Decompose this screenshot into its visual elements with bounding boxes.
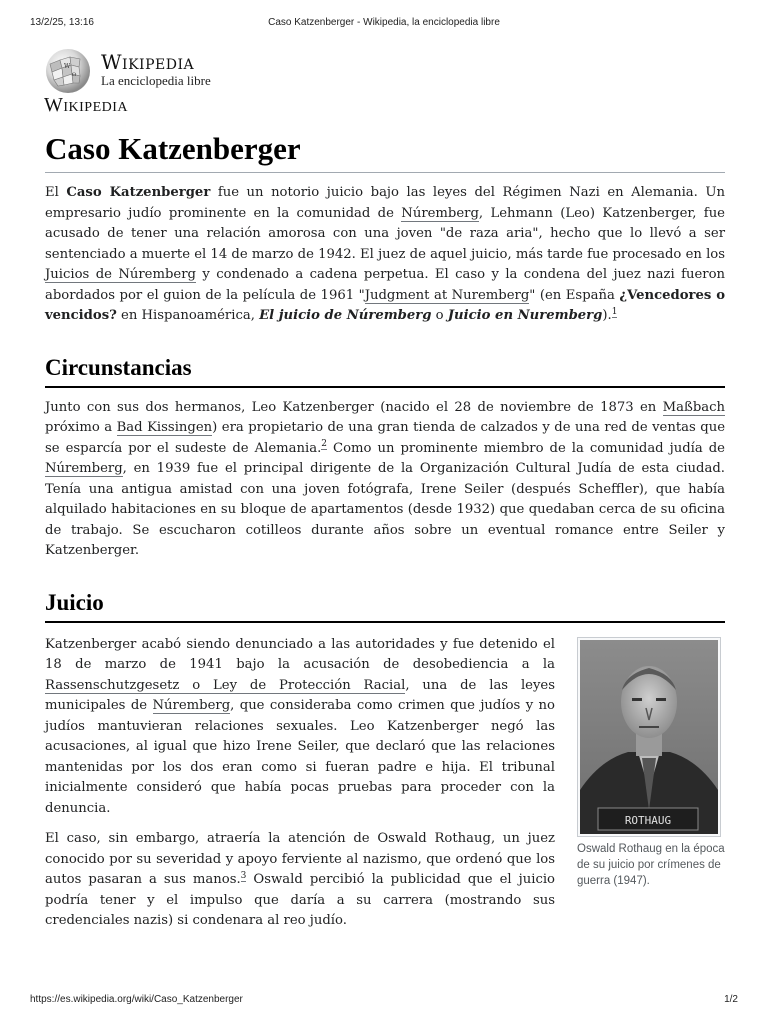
- circunstancias-paragraph: Junto con sus dos hermanos, Leo Katzenberger (nacido el 28 de noviembre de 1873 en Maßbach próximo a Bad Kissingen) era propietario de una gran tienda de calzados y de una red de ventas que se esparcía por el sudeste de Alemania.$^2$ Como un prominente miembro de la comunidad judía de Núremberg, en 1939 fue el principal dirigente de la Organización Cultural Judía de esta ciudad. Tenía una antigua amistad con una joven fotógrafa, Irene Seiler (después Scheffler), que había alquilado habitaciones en su bloque de apartamentos (desde 1932) que quedaban cerca de su oficina de trabajo. Se escucharon cotilleos durante años sobre un eventual romance entre Seiler y Katzenberger.: [45, 399, 726, 558]
- portrait-image: [580, 640, 718, 834]
- section-heading-juicio: Juicio: [45, 588, 725, 623]
- print-header: [0, 17, 768, 33]
- print-url: https://es.wikipedia.org/wiki/Caso_Katzenberger: [30, 994, 243, 1005]
- link-bad-kissingen[interactable]: Bad Kissingen: [116, 420, 213, 435]
- svg-text:Ω: Ω: [72, 72, 77, 78]
- logo-tagline: La enciclopedia libre: [101, 73, 211, 88]
- link-rassenschutzgesetz[interactable]: Rassenschutzgesetz o Ley de Protección Racial: [45, 677, 406, 693]
- bold-italic-title-2: Juicio en Nuremberg: [447, 308, 603, 323]
- plate-text: ROTHAUG: [624, 813, 672, 827]
- bold-italic-title-1: El juicio de Núremberg: [259, 308, 432, 323]
- wikipedia-logo[interactable]: [44, 46, 344, 116]
- bold-term: Caso Katzenberger: [66, 185, 211, 200]
- rothaug-figure: [577, 637, 725, 889]
- section-heading-circunstancias: Circunstancias: [45, 353, 725, 388]
- print-datetime: 13/2/25, 13:16: [30, 17, 94, 28]
- intro-paragraph: El Caso Katzenberger fue un notorio juicio bajo las leyes del Régimen Nazi en Alemania. Un empresario judío prominente en la comunidad de Núremberg, Lehmann (Leo) Katzenberger, fue acusado de tener una relación amorosa con una joven "de raza aria", hecho que lo llevó a ser sentenciado a muerte el 14 de marzo de 1942. El juez de aquel juicio, más tarde fue procesado en los Juicios de Núremberg y condenado a cadena perpetua. El caso y la condena del juez nazi fueron abordados por el guion de la película de 1961 "Judgment at Nuremberg" (en España ¿Vencedores o vencidos? en Hispanoamérica, El juicio de Núremberg o Juicio en Nuremberg).$^1$: [45, 185, 726, 323]
- page-title: Caso Katzenberger: [45, 130, 725, 173]
- print-footer: [0, 994, 768, 1010]
- link-nuremberg-3[interactable]: Núremberg: [152, 698, 231, 713]
- print-page-number: 1/2: [724, 994, 738, 1005]
- juicio-paragraph-2: El caso, sin embargo, atraería la atención de Oswald Rothaug, un juez conocido por su severidad y apoyo ferviente al nazismo, que ordenó que los autos pasaran a sus manos.$^3$ Oswald percibió la publicidad que el juicio podría tener y el impulso que daría a su carrera (mostrando sus credenciales nazis) si condenara al reo judío.: [45, 831, 555, 928]
- juicio-text-column: [45, 635, 555, 932]
- reference-link-3[interactable]: 3: [240, 870, 247, 881]
- reference-link-2[interactable]: 2: [321, 439, 327, 450]
- article-content: [45, 130, 725, 932]
- link-massbach[interactable]: Maßbach: [662, 399, 725, 415]
- logo-wordmark: Wikipedia: [101, 50, 195, 74]
- juicio-section-body: [45, 635, 725, 932]
- svg-text:W: W: [64, 63, 71, 70]
- link-nuremberg-2[interactable]: Núremberg: [45, 461, 123, 476]
- link-judgment-at-nuremberg[interactable]: Judgment at Nuremberg: [364, 287, 530, 303]
- reference-link-1[interactable]: 1: [611, 306, 618, 317]
- logo-wordmark-secondary: Wikipedia: [44, 94, 129, 116]
- link-juicios-nuremberg[interactable]: Juicios de Núremberg: [45, 267, 196, 282]
- juicio-paragraph-1: Katzenberger acabó siendo denunciado a las autoridades y fue detenido el 18 de marzo de 1941 bajo la acusación de desobediencia a la Rassenschutzgesetz o Ley de Protección Racial, una de las leyes municipales de Núremberg, que consideraba como crimen que judíos y no judíos mantuvieran relaciones sexuales. Leo Katzenberger negó las acusaciones, al igual que hizo Irene Seiler, que declaró que las relaciones mantenidas por los dos eran como si fueran padre e hija. El tribunal inicialmente consideró que había pocas pruebas para proceder con la denuncia.: [45, 636, 555, 816]
- print-page-title: Caso Katzenberger - Wikipedia, la enciclopedia libre: [268, 17, 500, 28]
- rothaug-photo[interactable]: [577, 637, 721, 837]
- wikipedia-globe-icon: [44, 46, 92, 94]
- figure-caption: Oswald Rothaug en la época de su juicio por crímenes de guerra (1947).: [577, 842, 725, 887]
- link-nuremberg[interactable]: Núremberg: [401, 205, 479, 221]
- bold-title-spain: ¿Vencedores o vencidos?: [45, 287, 726, 323]
